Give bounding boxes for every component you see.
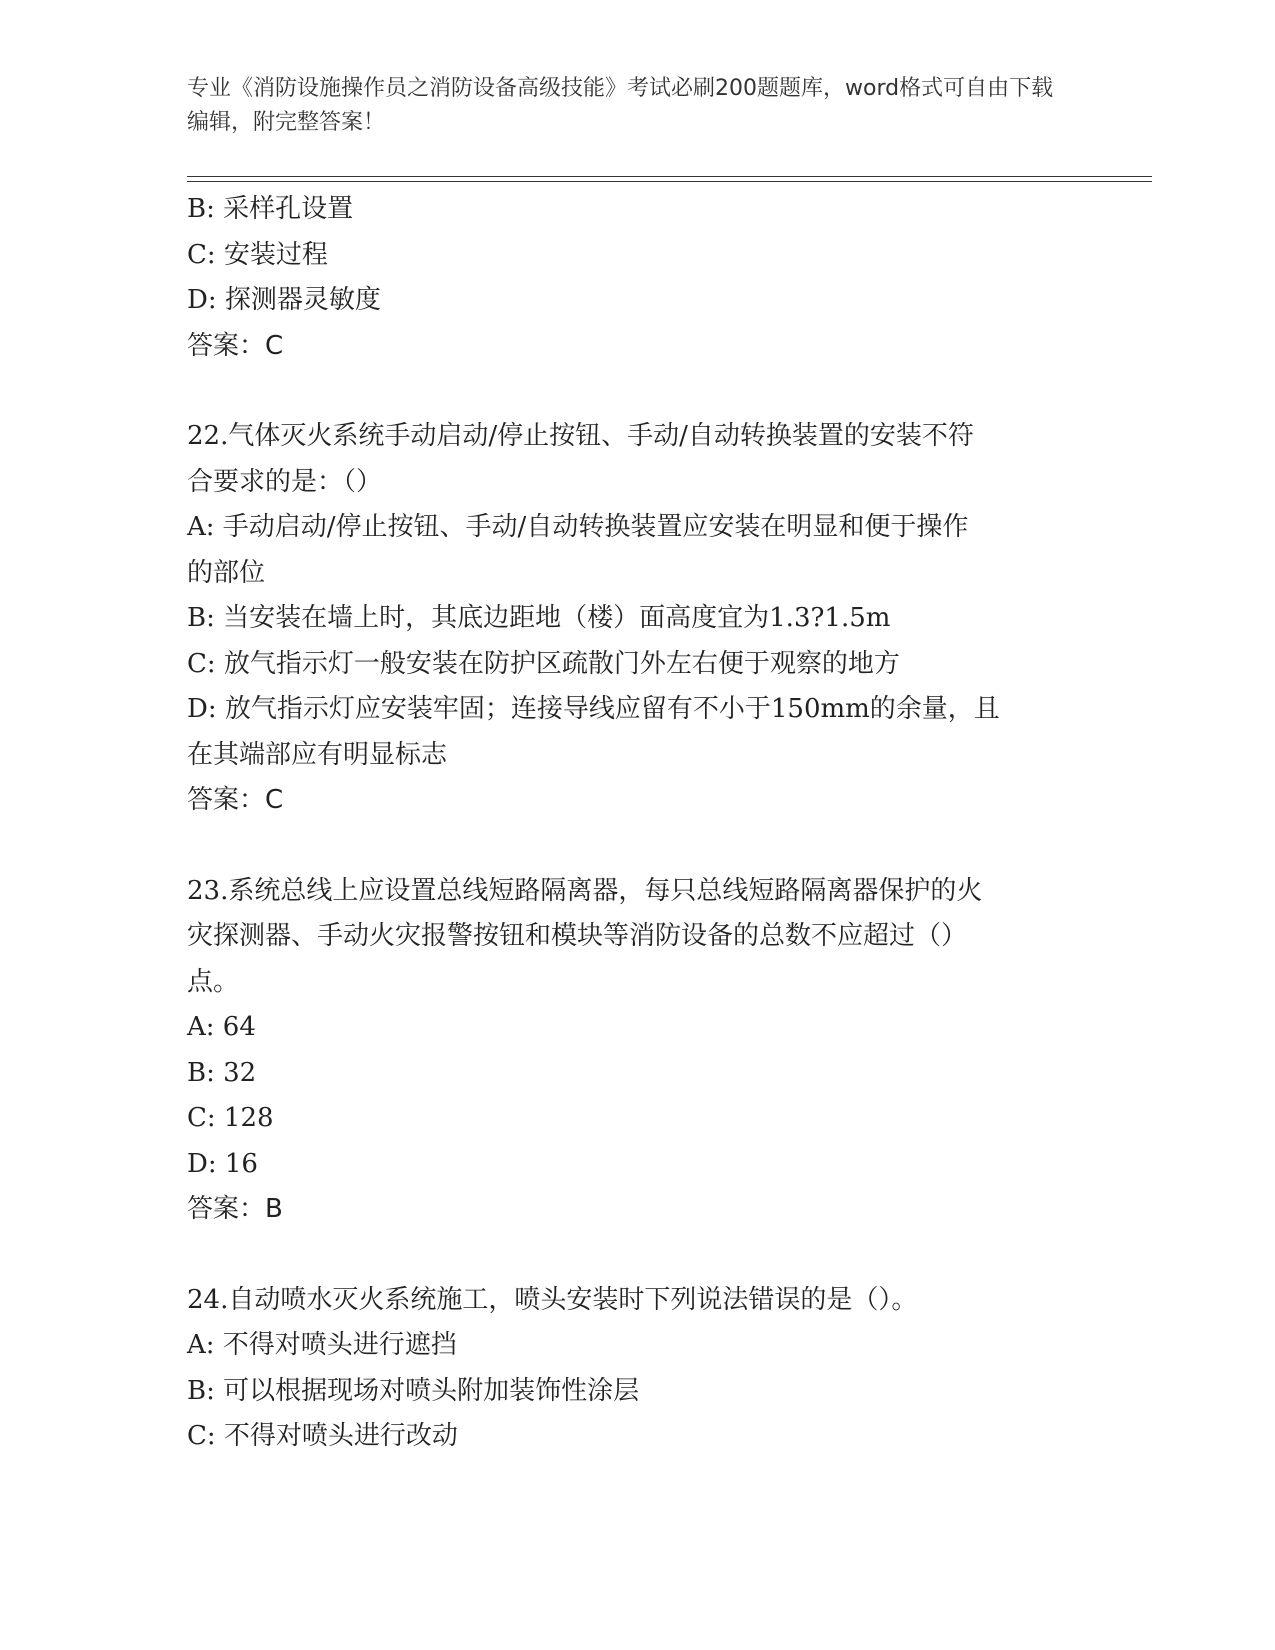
option-b: B: 可以根据现场对喷头附加装饰性涂层 [187,1375,640,1406]
option-b: B: 采样孔设置 [187,194,354,224]
answer-value: C [265,785,284,815]
option-c: C: 128 [187,1103,274,1133]
answer-line [187,324,1067,370]
option-c: C: 不得对喷头进行改动 [187,1421,458,1451]
answer-label: 答案： [187,785,266,815]
header-rule-top [187,176,1152,177]
answer-line [187,778,1067,824]
question-text: 合要求的是：（） [187,466,383,497]
answer-value: C [265,330,284,361]
spacer [187,369,1067,414]
option-c: C: 安装过程 [187,239,328,270]
question-text: 24.自动喷水灭火系统施工，喷头安装时下列说法错误的是（）。 [187,1284,918,1315]
option-a: A: 64 [187,1012,256,1042]
option-a: A: 不得对喷头进行遮挡 [187,1330,457,1360]
option-d: D: 探测器灵敏度 [187,285,381,315]
answer-line [187,1187,1067,1233]
question-23 [187,869,1067,1233]
question-24 [187,1278,1067,1460]
header-rule-bottom [187,181,1152,182]
question-text: 灾探测器、手动火灾报警按钮和模块等消防设备的总数不应超过（） [187,921,968,951]
option-d: D: 16 [187,1148,258,1179]
page-header: 专业《消防设施操作员之消防设备高级技能》考试必刷200题题库，word格式可自由下载编辑，附完整答案！ [187,76,1054,135]
option-d: D: 放气指示灯应安装牢固；连接导线应留有不小于150mm的余量，且 [187,694,1000,724]
option-a-cont: 的部位 [187,557,266,588]
question-text: 23.系统总线上应设置总线短路隔离器，每只总线短路隔离器保护的火 [187,875,983,906]
question-21-continued [187,187,1067,369]
option-d-cont: 在其端部应有明显标志 [187,739,448,770]
document-body [187,187,1067,1460]
question-22 [187,414,1067,824]
option-b: B: 当安装在墙上时，其底边距地（楼）面高度宜为1.3?1.5m [187,603,891,633]
option-a: A: 手动启动/停止按钮、手动/自动转换装置应安装在明显和便于操作 [187,512,969,542]
option-b: B: 32 [187,1057,257,1088]
question-text: 22.气体灭火系统手动启动/停止按钮、手动/自动转换装置的安装不符 [187,421,974,451]
answer-label: 答案： [187,1194,266,1224]
answer-label: 答案： [187,330,266,361]
option-c: C: 放气指示灯一般安装在防护区疏散门外左右便于观察的地方 [187,648,900,679]
spacer [187,1233,1067,1278]
question-text: 点。 [187,966,240,997]
answer-value: B [265,1194,283,1224]
spacer [187,824,1067,869]
